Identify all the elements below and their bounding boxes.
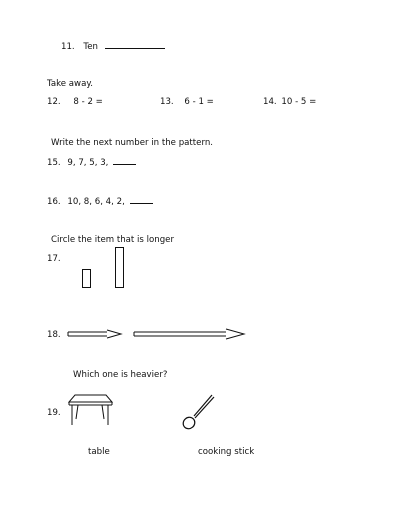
question-14 bbox=[263, 97, 316, 108]
question-11-text: Ten bbox=[83, 42, 98, 52]
table-label: table bbox=[88, 447, 110, 457]
question-15-answer-blank[interactable] bbox=[113, 156, 136, 165]
question-14-text: 10 - 5 = bbox=[281, 97, 317, 107]
question-13-text: 6 - 1 = bbox=[184, 97, 214, 107]
cooking-stick-icon[interactable] bbox=[180, 392, 220, 432]
question-18-arrows bbox=[64, 325, 254, 345]
question-12 bbox=[47, 97, 103, 108]
question-11-answer-blank[interactable] bbox=[105, 40, 165, 49]
question-14-number: 14. bbox=[263, 97, 277, 107]
question-12-text: 8 - 2 = bbox=[73, 97, 103, 107]
short-rectangle[interactable] bbox=[83, 270, 91, 288]
question-12-number: 12. bbox=[47, 97, 61, 107]
question-11 bbox=[61, 40, 165, 53]
tall-rectangle[interactable] bbox=[116, 248, 124, 288]
long-arrow[interactable] bbox=[134, 329, 244, 339]
pattern-heading: Write the next number in the pattern. bbox=[51, 138, 214, 148]
question-13-number: 13. bbox=[160, 97, 174, 107]
heavier-heading: Which one is heavier? bbox=[73, 370, 168, 380]
question-16-text: 10, 8, 6, 4, 2, bbox=[67, 197, 125, 207]
table-icon[interactable] bbox=[66, 393, 116, 433]
question-18-number: 18. bbox=[47, 330, 61, 340]
question-16 bbox=[47, 195, 153, 208]
longer-heading: Circle the item that is longer bbox=[51, 235, 174, 245]
question-17-rectangles bbox=[78, 245, 138, 295]
question-17-number: 17. bbox=[47, 254, 61, 264]
take-away-heading: Take away. bbox=[47, 79, 93, 89]
question-16-number: 16. bbox=[47, 197, 61, 207]
question-16-answer-blank[interactable] bbox=[130, 195, 153, 204]
question-15 bbox=[47, 156, 136, 169]
question-15-text: 9, 7, 5, 3, bbox=[67, 158, 109, 168]
question-15-number: 15. bbox=[47, 158, 61, 168]
short-arrow[interactable] bbox=[68, 330, 121, 338]
question-19-number: 19. bbox=[47, 408, 61, 418]
question-11-number: 11. bbox=[61, 42, 75, 52]
question-13 bbox=[160, 97, 214, 108]
cooking-stick-label: cooking stick bbox=[198, 447, 255, 457]
